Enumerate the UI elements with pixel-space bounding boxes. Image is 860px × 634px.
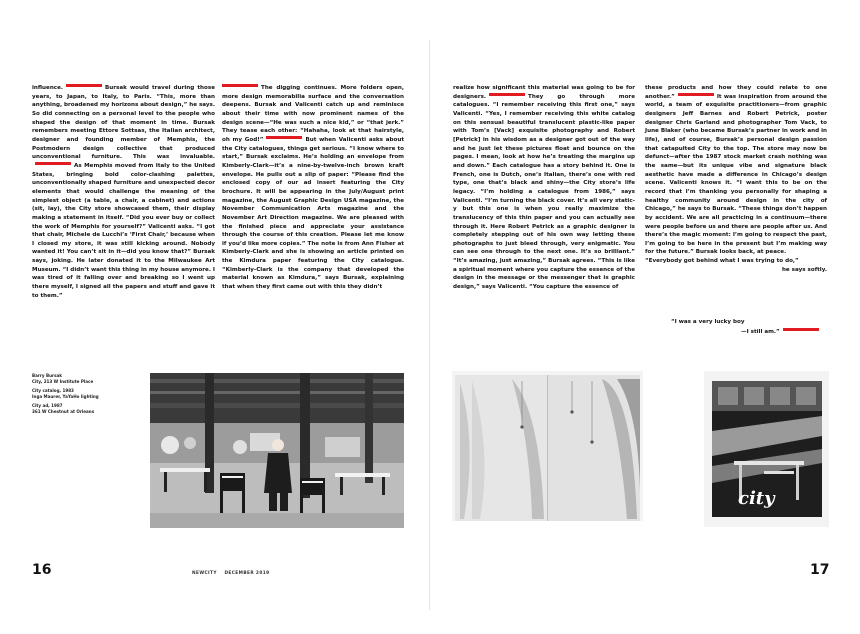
text-run: As Memphis moved from Italy to the United States, bringing bold color-clashing palettes, unconventionally shaped furniture and unexpected decor elements that would challenge the meaning of the simplest object (a table, a chair, a cabinet) and actions (sit, lay), the City store showcased them, their display making a statement in itself. “Did you ever buy or collect the work of Memphis for yourself?” Valicenti asks. “I got that chair, Michele de Lucchi’s ‘First Chair,’ because when I closed my store, it was still kicking around. Nobody wanted it! You can’t sit in it—did you know that?” Bursak says, joking. He later donated it to the Milwaukee Art Museum. “I didn’t want this thing in my house anymore. I was tired of it falling over and breaking so I went up there myself, I signed all the papers and stuff and gave it to them.” bbox=[32, 162, 215, 299]
folio: NEWCITY DECEMBER 2019 bbox=[192, 571, 270, 576]
left-column-1 bbox=[32, 84, 215, 300]
text-run: realize how significant this material was going to be for designers. bbox=[453, 85, 635, 100]
text-run: —I still am.” bbox=[741, 329, 780, 335]
right-column-1 bbox=[453, 84, 635, 292]
text-run: Bursak would travel during those years, to Japan, to Italy, to Paris. “This, more than anything, broadened my horizons about design,” he says. So did connecting on a personal level to the people who shaped the design of that moment in time. Bursak remembers meeting Ettore Sottsas, the Italian architect, designer and founding member of Memphis, the Postmodern design collective that produced unconventional furniture. This was invaluable. bbox=[32, 85, 215, 161]
red-divider-bar bbox=[35, 162, 71, 165]
red-divider-bar bbox=[222, 84, 258, 87]
caption-line: Barry Bursak City, 213 W Institute Place bbox=[32, 373, 94, 384]
text-run: It was inspiration from around the world, a team of exquisite practitioners—from graphic designers Jeff Barnes and Robert Petrick, poster designer Chris Garland and photographer Tom Vack, to June Blaker (who became Bursak’s partner in work and in life), and of course, Bursak’s personal design passion that catapulted City to the top. The store may now be defunct—after the 1987 stock market crash nothing was the same—but its unique vibe and signature black aesthetic have made a difference in Chicago’s design scene. Valicenti knows it. “I want this to be on the record that I’m thanking you personally for shaping a healthy community around design in the city of Chicago,” he says to Bursak. “These things don’t happen by accident. We are all practicing in a continuum—there were people before us and there are people after us. And there’s the magic moment: I’m going to respect the past, I’m going to be here in the present but I’m making way for the future.” Bursak looks back, at peace. bbox=[645, 93, 827, 256]
text-run: But when Valicenti asks about the City catalogues, things get serious. “I know where to start,” Bursak exclaims. He’s holding an envelope from Kimberly-Clark—it’s a nine-by-twelve-inch brown kraft envelope. He pulls out a slip of paper: “Please find the enclosed copy of our ad insert featuring the City brochure. It will be appearing in the July/August print magazine, the August Graphic Design USA magazine, the November Communication Arts magazine and the November Art Direction magazine. We are pleased with the finished piece and appreciate your assistance through the course of this creation. Please let me know if you’d like more copies.” The note is from Ann Fisher at Kimberly-Clark and she is showing an article printed on the Kimdura paper featuring the City catalogue. “Kimberly-Clark is the company that developed the material known as Kimdura,” says Bursak, explaining that when they first came out with this they didn’t bbox=[222, 136, 404, 291]
store-photo-illustration bbox=[150, 373, 404, 528]
city-logo: city bbox=[738, 488, 775, 509]
text-run: They go through more catalogues. “I remember receiving this first one,” says Valicenti. “Yes, I remember receiving this white catalog on this sensual beautiful translucent plastic-like paper with Tom’s [Vack] exquisite photography and Robert [Petrick] in his wisdom as a designer got out of the way and he just let these pictures float and bounce on the pages. I mean, look at how he’s treating the margins up and down.” Each catalogue has a story behind it. One is French, one is Dutch, one’s Italian, there’s one with red type, one that’s black and shiny—the City store’s life legacy. “I’m holding a catalogue from 1986,” says Valicenti. “I’m turning the black cover. It’s all very static-y but this one is when you really maximize the translucency of this thin paper and you can actually see through it. Here Robert Petrick as a graphic designer is completely stepping out of his own way letting these photographs to just bleed through, very enigmatic. You can see one through to the next one. It’s so brilliant.” “It’s amazing, just amazing,” Bursak agrees. “This is like a spiritual moment where you capture the essence of the design in the message or the messenger that is graphic design,” says Valicenti. “You capture the essence of bbox=[453, 93, 635, 291]
caption-line: City catalog, 1983 Inga Maurer, YaYaHo lighting bbox=[32, 388, 99, 399]
text-run: The digging continues. More folders open, more design memorabilia surface and the conversation deepens. Bursak and Valicenti catch up and reminisce about their time with now prominent names of the design scene—“He was such a nice kid,” or “that jerk.” They tease each other: “Hahaha, look at that hairstyle, oh my God!” bbox=[222, 85, 404, 143]
right-column-2 bbox=[645, 84, 827, 274]
red-divider-bar bbox=[66, 84, 102, 87]
red-divider-bar bbox=[783, 328, 819, 331]
text-run: he says softly. bbox=[781, 266, 827, 273]
city-catalog-cover bbox=[704, 371, 829, 527]
page-number-left: 16 bbox=[32, 562, 52, 578]
closing-quote-line-2 bbox=[741, 328, 822, 337]
left-column-2 bbox=[222, 84, 404, 292]
store-interior-photo bbox=[150, 373, 404, 528]
open-catalog-illustration bbox=[452, 371, 643, 528]
catalog-cover-illustration bbox=[704, 371, 829, 527]
photo-captions bbox=[32, 373, 137, 418]
text-run: “Everybody got behind what I was trying to do,” bbox=[645, 258, 799, 265]
page-number-right: 17 bbox=[810, 562, 830, 578]
text-run: these products and how they could relate to one another.” bbox=[645, 85, 827, 100]
closing-quote-line-1: “I was a very lucky boy bbox=[671, 319, 745, 325]
red-divider-bar bbox=[489, 93, 525, 96]
red-divider-bar bbox=[266, 136, 302, 139]
page-gutter bbox=[429, 40, 430, 610]
red-divider-bar bbox=[678, 93, 714, 96]
open-catalog-photo bbox=[452, 371, 643, 528]
text-run: influence. bbox=[32, 85, 64, 91]
caption-line: City ad, 1987 361 W Chestnut at Orleans bbox=[32, 403, 95, 414]
